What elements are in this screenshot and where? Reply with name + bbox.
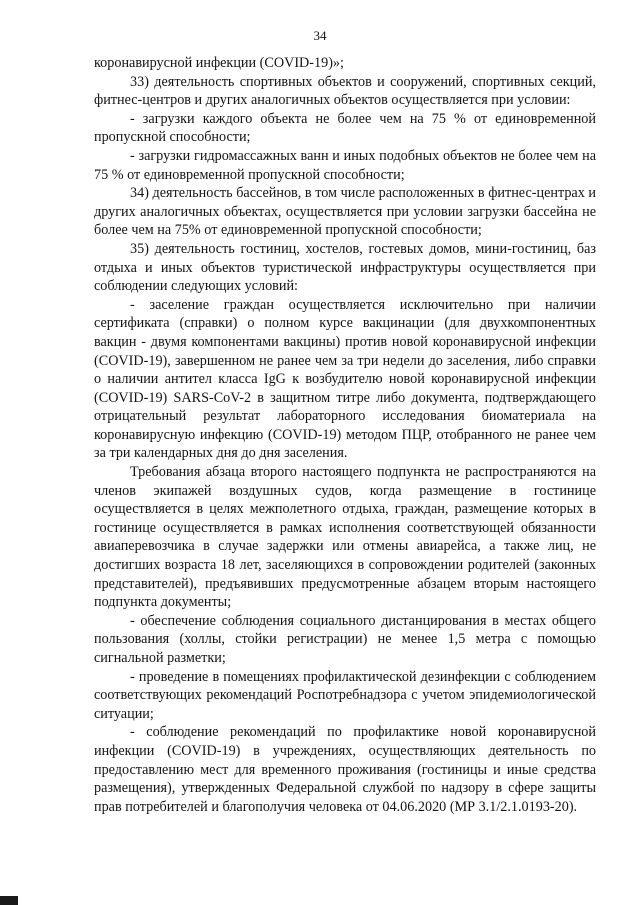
paragraph: - заселение граждан осуществляется исключительно при наличии сертификата (справки) о полном курсе вакцинации (для двухкомпонентных вакцин - двумя компонентами вакцины) против новой коронавирусной инфекции (COVID-19), завершенном не ранее чем за три недели до заселения, либо справки о наличии антител класса IgG к возбудителю новой коронавирусной инфекции (COVID-19) SARS-CoV-2 в защитном титре либо документа, подтверждающего отрицательный результат лабораторного исследования биоматериала на коронавирусную инфекцию (COVID-19) методом ПЦР, отобранного не ранее чем за три календарных дня до дня заселения. [94, 296, 596, 462]
paragraph: 33) деятельность спортивных объектов и сооружений, спортивных секций, фитнес-центров и других аналогичных объектов осуществляется при условии: [94, 73, 596, 109]
paragraph: - загрузки гидромассажных ванн и иных подобных объектов не более чем на 75 % от единовременной пропускной способности; [94, 147, 596, 183]
paragraph: - проведение в помещениях профилактической дезинфекции с соблюдением соответствующих рекомендаций Роспотребнадзора с учетом эпидемиологической ситуации; [94, 668, 596, 722]
paragraph: - соблюдение рекомендаций по профилактике новой коронавирусной инфекции (COVID-19) в учреждениях, осуществляющих деятельность по предоставлению мест для временного проживания (гостиницы и иные средства размещения), утвержденных Федеральной службой по надзору в сфере защиты прав потребителей и благополучия человека от 04.06.2020 (МР 3.1/2.1.0193-20). [94, 724, 596, 815]
paragraph: 35) деятельность гостиниц, хостелов, гостевых домов, мини-гостиниц, баз отдыха и иных объектов туристической инфраструктуры осуществляется при соблюдении следующих условий: [94, 240, 596, 295]
paragraph: Требования абзаца второго настоящего подпункта не распространяются на членов экипажей воздушных судов, когда размещение в гостинице осуществляется в целях межполетного отдыха, граждан, размещение которых в гостинице осуществляется в рамках исполнения соответствующей обязанности авиаперевозчика в случае задержки или отмены авиарейса, а также лиц, не достигших возраста 18 лет, заселяющихся в сопровождении родителей (законных представителей), предъявивших предусмотренные абзацем вторым настоящего подпункта документы; [94, 464, 596, 611]
paragraph: - обеспечение соблюдения социального дистанцирования в местах общего пользования (холлы, стойки регистрации) не менее 1,5 метра с помощью сигнальной разметки; [94, 612, 596, 666]
scan-corner-mark [0, 896, 18, 905]
page-number: 34 [313, 28, 327, 43]
document-body [94, 54, 596, 816]
paragraph: коронавирусной инфекции (COVID-19)»; [94, 55, 344, 71]
paragraph: - загрузки каждого объекта не более чем на 75 % от единовременной пропускной способности; [94, 110, 596, 146]
paragraph: 34) деятельность бассейнов, в том числе расположенных в фитнес-центрах и других аналогичных объектах, осуществляется при условии загрузки бассейна не более чем на 75% от единовременной пропускной способности; [94, 185, 596, 239]
